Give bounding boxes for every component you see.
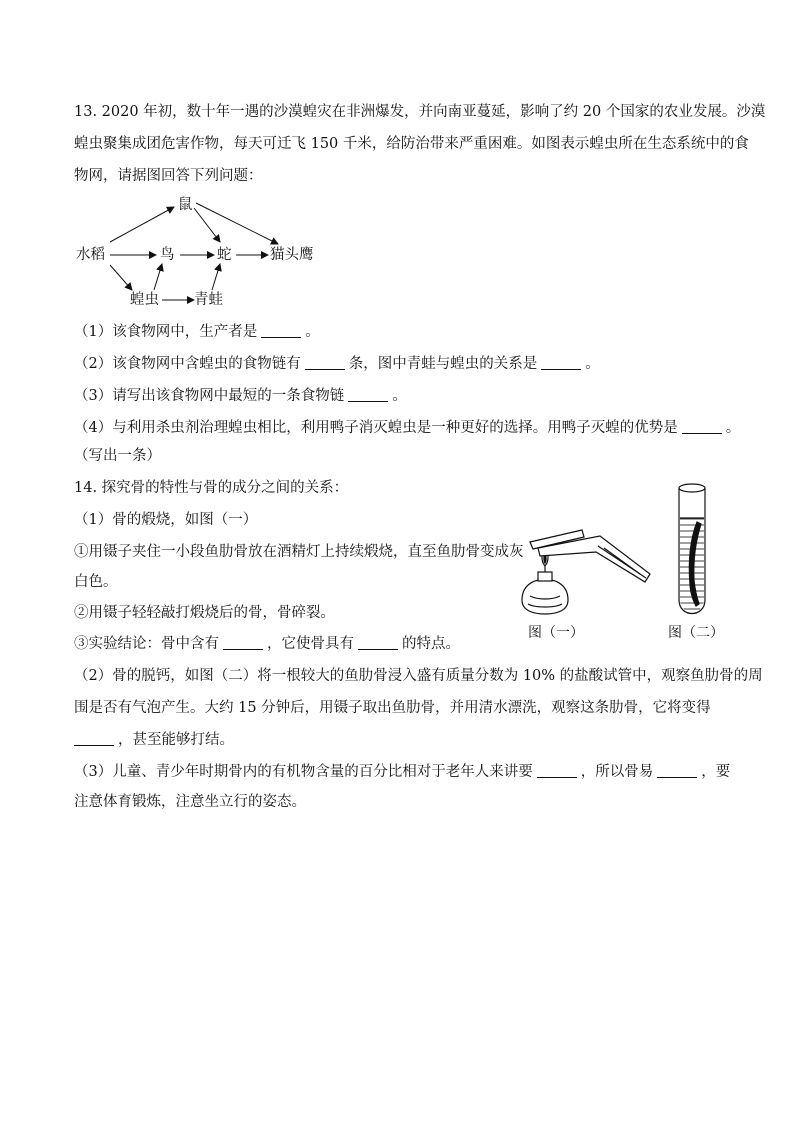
node-frog: 青蛙 [194,292,223,308]
figure-1-caption: 图（一） [528,625,584,641]
q14-title: 14. 探究骨的特性与骨的成分之间的关系： [74,480,349,496]
q13-part2: （2）该食物网中含蝗虫的食物链有 条，图中青蛙与蝗虫的关系是 。 [74,356,600,372]
q13-intro-line3: 物网，请据图回答下列问题： [74,168,263,184]
q13-part4-note: （写出一条） [74,448,161,464]
q14-step3-line1: （3）儿童、青少年时期骨内的有机物含量的百分比相对于老年人来讲要 ，所以骨易 ，要 [74,764,731,780]
node-owl: 猫头鹰 [270,247,314,263]
q13-part1: （1）该食物网中，生产者是 。 [74,324,320,340]
q14-step1a-cont: 白色。 [74,574,118,590]
node-locust: 蝗虫 [130,292,159,308]
q14-step2-line2: 围是否有气泡产生。大约 15 分钟后，用镊子取出鱼肋骨，并用清水漂洗，观察这条肋骨，它将变得 [74,700,711,716]
q14-step3-line2: 注意体育锻炼，注意坐立行的姿态。 [74,794,306,810]
q14-step2-line1: （2）骨的脱钙，如图（二）将一根较大的鱼肋骨浸入盛有质量分数为 10% 的盐酸试管中，观察鱼肋骨的周 [74,668,763,684]
q14-step1c: ③实验结论：骨中含有 ，它使骨具有 的特点。 [74,636,460,652]
q13-intro-line1: 13. 2020 年初，数十年一遇的沙漠蝗灾在非洲爆发，并向南亚蔓延，影响了约 20 个国家的农业发展。沙漠 [74,104,766,120]
node-bird: 鸟 [160,247,175,263]
node-snake: 蛇 [217,247,232,263]
answer-blank[interactable] [74,731,114,746]
answer-blank[interactable] [537,763,577,778]
node-rice: 水稻 [76,247,105,263]
q13-part3: （3）请写出该食物网中最短的一条食物链 。 [74,388,407,404]
node-mouse: 鼠 [178,197,193,213]
q13-intro-line2: 蝗虫聚集成团危害作物，每天可迁飞 150 千米，给防治带来严重困难。如图表示蝗虫所在生态系统中的食 [74,136,749,152]
q14-step2-line3: ，甚至能够打结。 [74,730,234,750]
answer-blank[interactable] [657,763,697,778]
q13-part4: （4）与利用杀虫剂治理蝗虫相比，利用鸭子消灭蝗虫是一种更好的选择。用鸭子灭蝗的优势是 。 [74,420,741,436]
q14-step1a: ①用镊子夹住一小段鱼肋骨放在酒精灯上持续煅烧，直至鱼肋骨变成灰 [74,544,524,560]
figure-2-caption: 图（二） [668,625,724,641]
q14-step1b: ②用镊子轻轻敲打煅烧后的骨，骨碎裂。 [74,605,335,621]
q14-step1: （1）骨的煅烧，如图（一） [74,512,258,528]
